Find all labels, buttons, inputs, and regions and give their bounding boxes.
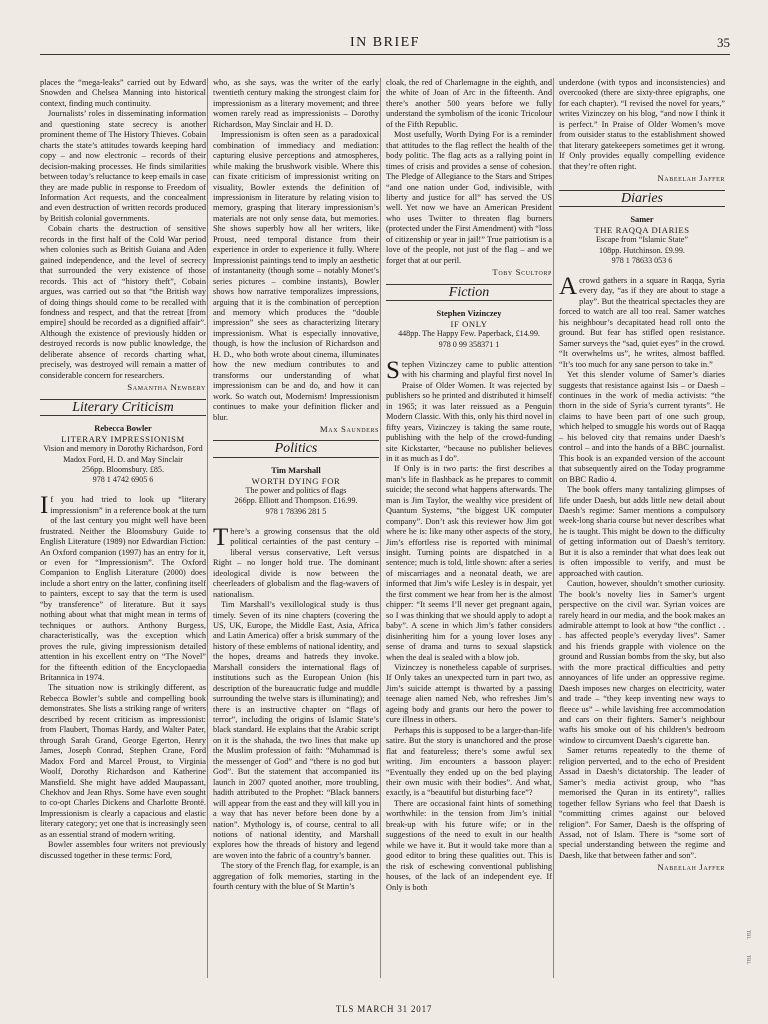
paragraph: Perhaps this is supposed to be a larger-than-life satire. But the story is unanchored and the prose flat and featureless; there’s some awful sex writing. Jim encounters a bassoon player: “Eventually they ended up on the bed playing their own music with their bodies”. And what, exactly, is a “beautiful but disturbing face”? bbox=[386, 725, 552, 798]
section-heading-fiction: Fiction bbox=[386, 284, 552, 301]
paragraph: Caution, however, shouldn’t smother curiosity. The book’s novelty lies in Samer’s urgent perspective on the civil war. Syrian voices are rarely heard in our media, and the book makes an admirable attempt to look at how “the conflict . . . has affected people’s everyday lives”. Samer and his friends grapple with violence on the ground and Russian bombs from the sky, but also with the more practical difficulties and petty annoyances of life under an oppressive regime. Daesh imposes new charges on electricity, water and trade – “they keep inventing new ways to fleece us” – while lavishing free accommodation and cars on their fighters. Samer’s neighbour wafts his smoke out of his children’s bedroom window to circumvent Daesh’s cigarette ban. bbox=[559, 579, 725, 745]
section-heading-politics: Politics bbox=[213, 440, 379, 457]
paragraph: Yet this slender volume of Samer’s diaries suggests that resistance against Isis – or Daesh – continues in the work of media activists: “the thorn in the side of Syria’s current tyrants”. He claims to have been part of one such group, which helped to smuggle his words out of Raqqa – his beloved city that remains under Daesh’s control – and into the hands of a BBC journalist. This book is an expanded version of the account that subsequently aired on the Today programme on BBC Radio 4. bbox=[559, 370, 725, 484]
book-publication: 108pp. Hutchinson. £9.99. bbox=[599, 245, 685, 255]
book-publication: 448pp. The Happy Few. Paperback, £14.99. bbox=[398, 329, 540, 339]
paragraph: cloak, the red of Charlemagne in the eighth, and the white of Joan of Arc in the fifteenth. And there’s another 500 years before we fully understand the symbolism of the iconic Tricolour of the Fifth Republic. bbox=[386, 78, 552, 129]
book-author: Samer bbox=[630, 214, 654, 224]
drop-cap: T bbox=[213, 523, 229, 551]
book-isbn: 978 1 78396 281 5 bbox=[265, 506, 327, 516]
book-isbn: 978 1 78633 053 6 bbox=[611, 255, 673, 265]
column-rule bbox=[207, 78, 208, 978]
section-heading-diaries: Diaries bbox=[559, 190, 725, 207]
book-subtitle: The power and politics of flags bbox=[245, 486, 347, 496]
book-author: Rebecca Bowler bbox=[94, 424, 152, 434]
book-title: IF ONLY bbox=[450, 319, 488, 330]
book-author: Tim Marshall bbox=[271, 465, 321, 475]
book-details bbox=[213, 466, 379, 517]
review-text: f you had tried to look up “literary impressionism” in a reference book at the turn of the last century you might well have been frustrated. Neither the Bloomsbury Guide to English Literature (1989) nor Edwardian Fiction: An Oxford companion (1997) has an entry for it, or even for “Impressionism”. The Oxford Companion to English Literature (2000) does include a short entry on the latter, confining itself to painters, except to say that the term is used “by transference” of literature. But it says nothing about what that might mean in terms of techniques or authors. Anthony Burgess, characteristically, was the exception which proves the rule, giving impressionism detailed attention in his excellent entry on “The Novel” for the fifteenth edition of the Encyclopaedia Britannica in 1974. bbox=[40, 495, 206, 682]
paragraph: Cobain charts the destruction of sensitive records in the first half of the Cold War period when colonies such as British Guiana and Aden gained independence, and the level of secrecy that surrounded the very existence of those records. This act of “history theft”, Cobain argues, was carried out so that “the British way of doing things should come to be recalled with fondness and respect, and that the retreat [from empire] should be recorded as a dignified affair”. Although the existence of previously hidden or destroyed records is now public knowledge, the deliberate absence of records charting what, precisely, was destroyed will remain a matter of considerable concern for researchers. bbox=[40, 224, 206, 380]
book-publication: 266pp. Elliott and Thompson. £16.99. bbox=[234, 496, 358, 506]
paragraph: Bowler assembles four writers not previously discussed together in these terms: Ford, bbox=[40, 840, 206, 860]
column-1 bbox=[40, 78, 206, 998]
page-header bbox=[40, 34, 730, 55]
reviewer-signature: Samantha Newbery bbox=[127, 382, 206, 393]
book-title: THE RAQQA DIARIES bbox=[594, 225, 690, 236]
page-footer: TLS MARCH 31 2017 bbox=[335, 1004, 433, 1014]
book-title: WORTH DYING FOR bbox=[251, 476, 341, 487]
paragraph: Journalists’ roles in disseminating information and questioning state secrecy is another prominent theme of The History Thieves. Cobain charts the state’s attitudes towards keeping hard copy – and now electronic – records of their decision-making processes. He finds similarities between today’s reluctance to keep emails in case they are made public in response to Freedom of Information Act requests, and the concealment and even destruction of written records produced by British colonial governments. bbox=[40, 109, 206, 223]
paragraph: underdone (with typos and inconsistencies) and overcooked (there are sixty-three epigraphs, one for each chapter). “I revised the novel for years,” writes Vizinczey on his blog, “and now I think it is perfect.” In Praise of Older Women’s move from outsider status to the establishment showed that literary gatekeepers sometimes get it wrong. If Only provides equally compelling evidence that they’re often right. bbox=[559, 78, 725, 171]
book-isbn: 978 1 4742 6905 6 bbox=[92, 475, 154, 485]
paragraph: who, as she says, was the writer of the early twentieth century making the strongest claim for impressionism as a literary movement; and three women rarely read as impressionists – Dorothy Richardson, May Sinclair and H. D. bbox=[213, 78, 379, 129]
paragraph: Vizinczey is nonetheless capable of surprises. If Only takes an unexpected turn in part two, as Jim’s suicide attempt is thwarted by a passing teenage alien named Neb, who refreshes Jim’s ageing body and grants our hero the power to cure illness in others. bbox=[386, 663, 552, 725]
paragraph: There are occasional faint hints of something worthwhile: in the tension from Jim’s initial break-up with his future wife; or in the suggestions of the need to exult in our health while we have it. But it would take more than a good editor to bring these qualities out. This is the risk of eschewing conventional publishing houses, of the lack of an independent eye. If Only is both bbox=[386, 798, 552, 892]
review-text: crowd gathers in a square in Raqqa, Syria every day, “as if they are about to stage a play”. But the theatrical spectacles they are forced to watch are all too real. Samer watches his neighbour’s decapitated head roll onto the ground. But fear has stifled open resistance. Samer surveys the “sad, quiet eyes” in the crowd. “It overwhelms us”, he writes, almost baffled. “It’s too much for any sane person to take in.” bbox=[559, 276, 725, 369]
paragraph: Samer returns repeatedly to the theme of religion perverted, and to the echo of President Assad in Daesh’s dictatorship. The leader of Samer’s media activist group, who “has memorised the Quran in its entirety”, rallies together fellow Syrians who feel that Daesh is “committing crimes against our beloved religion”. For Samer, Daesh is the offspring of Assad, not of Islam. There is “some sort of special understanding between the regime and Daesh, like that between father and son”. bbox=[559, 746, 725, 860]
review-opening bbox=[40, 492, 206, 683]
review-text: tephen Vizinczey came to public attention with his charming and playful first novel In Praise of Older Women. It was rejected by publishers so he printed and distributed it himself in 1965; it was later reissued as a Penguin Modern Classic. With this, only his third novel in fifty years, Vizinczey is taking the same route, publishing with the help of the crowd-funding site Kickstarter, “because no publisher believes in it as much as I do”. bbox=[386, 359, 552, 463]
reviewer-signature: Toby Scultorp bbox=[492, 267, 552, 278]
column-rule bbox=[553, 78, 554, 978]
book-subtitle: Vision and memory in Dorothy Richardson, Ford Madox Ford, H. D. and May Sinclair bbox=[43, 444, 203, 464]
book-details bbox=[559, 215, 725, 266]
column-2 bbox=[213, 78, 379, 998]
book-publication: 256pp. Bloomsbury. £85. bbox=[82, 464, 164, 474]
paragraph: Tim Marshall’s vexillological study is thus timely. Seven of its nine chapters (covering the US, UK, Europe, the Middle East, Asia, Africa and Latin America) offer a brisk summary of the history of these emblems of national identity, and the hopes, dreams and hatreds they invoke. Marshall considers the international flags of institutions such as the European Union (his description of the bureaucratic fudge and muddle surrounding the twelve stars is illuminating); and there is an instructive chapter on “flags of terror”, including the origins of Islamic State’s black standard. He explains that the Arabic script on it is the shahada, the two lines that make up the Muslim profession of faith: “Muhammad is the messenger of God” and “there is no god but God”. But the statement that accompanied its launch in 2007 quoted another, more troubling, hadith attributed to the Prophet: “Black banners will appear from the east and they will kill you in a way that has never before been done by a nation”. Mythology is, of course, central to all notions of national identity, and Marshall explores how the threads of history and legend are woven into the fabric of a country’s banner. bbox=[213, 600, 379, 860]
review-opening bbox=[386, 356, 552, 465]
review-opening bbox=[559, 273, 725, 370]
book-details bbox=[386, 309, 552, 350]
review-text: here’s a growing consensus that the old political certainties of the past century – liberal versus conservative, Left versus Right – no longer hold true. The dominant ideological divide is now between the cheerleaders of globalism and the flag-wavers of nationalism. bbox=[213, 526, 379, 599]
book-details bbox=[40, 424, 206, 485]
book-isbn: 978 0 99 358371 1 bbox=[438, 339, 500, 349]
book-author: Stephen Vizinczey bbox=[436, 309, 502, 319]
paragraph: The story of the French flag, for example, is an aggregation of folk memories, starting in the fourth century with the blue of St Martin’s bbox=[213, 861, 379, 892]
paragraph: The situation now is strikingly different, as Rebecca Bowler’s subtle and compelling book demonstrates. She lists a striking range of writers described by recent criticism as impressionist: from Flaubert, Thomas Hardy, and Walter Pater, through Sarah Grand, George Egerton, Henry James, Joseph Conrad, Stephen Crane, Ford Madox Ford and Marcel Proust, to Virginia Woolf, Dorothy Richardson and Katherine Mansfield. She might have added Maupassant, Chekhov and Jean Rhys. Some have even sought to co-opt Charles Dickens and Charlotte Brontë. Impressionism is clearly a capacious and elastic literary category; yet one that is increasingly seen as an essential strand of modern writing. bbox=[40, 683, 206, 839]
reviewer-signature: Nabeelah Jaffer bbox=[657, 862, 725, 873]
drop-cap: S bbox=[386, 356, 400, 384]
margin-mark: TBL bbox=[745, 955, 750, 965]
reviewer-signature: Max Saunders bbox=[319, 423, 379, 434]
column-rule bbox=[380, 78, 381, 978]
page-number: 35 bbox=[717, 35, 730, 50]
book-subtitle: Escape from “Islamic State” bbox=[596, 235, 688, 245]
section-title: IN BRIEF bbox=[350, 35, 420, 50]
column-4 bbox=[559, 78, 725, 998]
column-3 bbox=[386, 78, 552, 998]
paragraph: The book offers many tantalizing glimpses of life under Daesh, but adds little new detail about Daesh’s regime: Samer mentions a compulsory week-long sharia course but never describes what he is taught. This might be down to the difficulty of getting information out of Daesh’s territory. But it is also a reminder that what does leak out is often impossible to verify, and must be approached with caution. bbox=[559, 485, 725, 578]
reviewer-signature: Nabeelah Jaffer bbox=[657, 173, 725, 184]
review-opening bbox=[213, 523, 379, 600]
paragraph: Most usefully, Worth Dying For is a reminder that attitudes to the flag reflect the health of the body politic. The flag acts as a rallying point in times of crisis and provides a sense of cohesion. The Pledge of Allegiance to the Stars and Stripes “and one nation under God, indivisible, with liberty and justice for all” has served the US well. Yet now we have an American President who uses Twitter to threaten flag burners (protected under the First Amendment) with “loss of citizenship or year in jail!” True patriotism is a love of the people, not just of the flag – and we forget that at our peril. bbox=[386, 130, 552, 265]
paragraph: places the “mega-leaks” carried out by Edward Snowden and Chelsea Manning into historical context, finding much continuity. bbox=[40, 78, 206, 108]
margin-mark: TBL bbox=[745, 930, 750, 940]
drop-cap: I bbox=[40, 492, 49, 520]
paragraph: If Only is in two parts: the first describes a man’s life in flashback as he prepares to commit suicide; the second what happens afterwards. The man is Jim Taylor, the wealthy vice president of Quantum Systems, “the biggest UK computer company”. Don’t ask this reviewer how Jim got where he is: like many other aspects of the story, Jim’s effortless rise is reported with minimal insight. Turning points are dispatched in a sentence; much is told, little shown: after a series of miscarriages and a neonatal death, we are informed that Jim’s wife Lesley is in despair, yet the first comment we hear from her is the almost chipper: “It seems I’ll never get pregnant again, so I was thinking that we should apply to adopt a baby”. A scene in which Jim’s father considers disinheriting him for a young lover loses any sense of drama and turns to sexual slapstick when the deal is sealed with a blow job. bbox=[386, 464, 552, 662]
book-title: LITERARY IMPRESSIONISM bbox=[61, 434, 185, 445]
paragraph: Impressionism is often seen as a paradoxical combination of immediacy and mediation: capturing elusive perceptions and atmospheres, while making the brushwork visible. Where this can fixate criticism of impressionist writing on visuality, Bowler extends the definition of impressionism in literature by relating vision to memory, grasping that literary impressionism’s materials are not only sense data, but memories. She shows superbly how all her writers, like Proust, need temporal distance from their experience in order to experience it fully. Where Impressionist paintings tend to imply an aesthetic of instantaneity (though some – notably Monet’s series pictures – combine instants), Bowler shows how narrative temporalizes impressions, arguing that it is the combination of perception and memory which produces the “double impression” she sees as characterizing literary impressionism. What is especially innovative, though, is how the inclusion of Richardson and H. D., who both wrote about cinema, illuminates how the new medium contributes to and transforms our understanding of what impressionism can be and do, and how it can work. So watch out, Modernism! Impressionism continues to make your definition flicker and blur. bbox=[213, 130, 379, 422]
section-heading-literary-criticism: Literary Criticism bbox=[40, 399, 206, 416]
drop-cap: A bbox=[559, 273, 578, 300]
